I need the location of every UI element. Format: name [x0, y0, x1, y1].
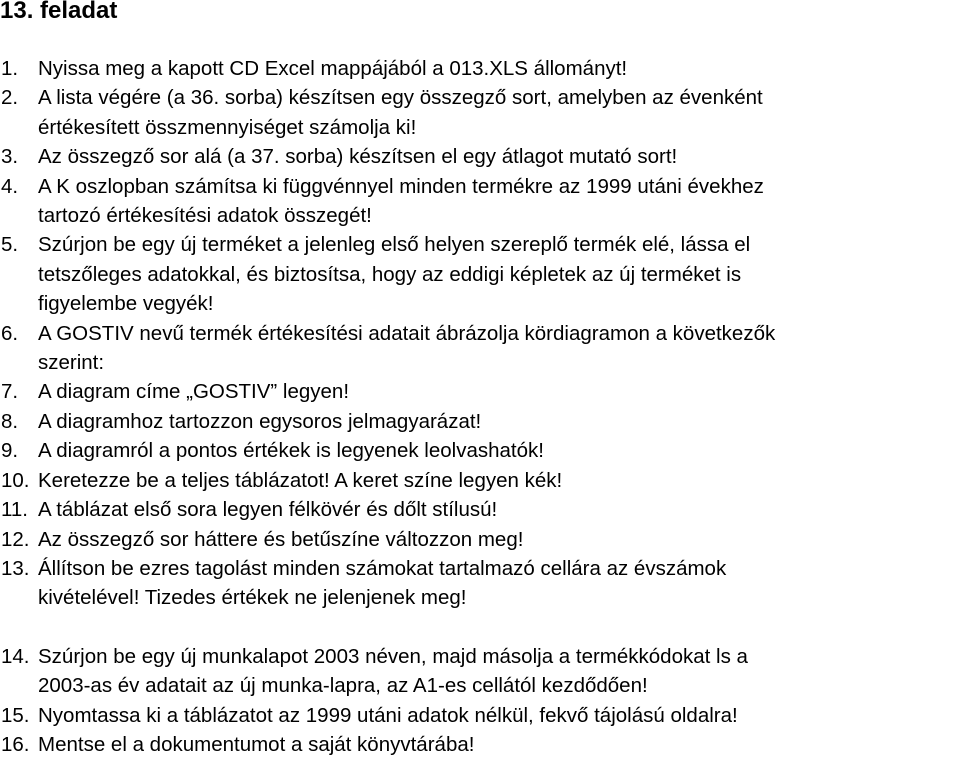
task-text-line: Állítson be ezres tagolást minden számokat tartalmazó cellára az évszámok [38, 556, 727, 580]
task-item [0, 377, 960, 406]
task-text-line: Az összegző sor háttere és betűszíne változzon meg! [38, 527, 524, 551]
task-text [38, 466, 960, 495]
task-number: 12. [1, 527, 30, 551]
task-text [38, 54, 960, 83]
task-text-line: kivételével! Tizedes értékek ne jelenjenek meg! [38, 586, 467, 610]
task-text-line: Nyomtassa ki a táblázatot az 1999 utáni adatok nélkül, fekvő tájolású oldalra! [38, 703, 738, 727]
task-item [0, 525, 960, 554]
task-text-line: A K oszlopban számítsa ki függvénnyel minden termékre az 1999 utáni évekhez [38, 174, 764, 198]
task-text [38, 319, 960, 378]
task-item [0, 172, 960, 231]
task-item [0, 466, 960, 495]
task-number: 10. [1, 468, 30, 492]
task-item [0, 554, 960, 613]
task-text-line: A GOSTIV nevű termék értékesítési adatait ábrázolja kördiagramon a következők [38, 321, 776, 345]
task-item [0, 230, 960, 318]
task-text [38, 730, 960, 759]
task-title: 13. feladat [0, 0, 118, 24]
task-text [38, 701, 960, 730]
task-text-line: A diagramról a pontos értékek is legyenek leolvashatók! [38, 439, 544, 463]
task-item [0, 407, 960, 436]
task-text-line: Mentse el a dokumentumot a saját könyvtárába! [38, 732, 475, 756]
task-number: 7. [1, 380, 19, 404]
task-text-line: A diagramhoz tartozzon egysoros jelmagyarázat! [38, 409, 482, 433]
task-text-line: Az összegző sor alá (a 37. sorba) készítsen el egy átlagot mutató sort! [38, 145, 678, 169]
task-number: 14. [1, 644, 30, 668]
task-text-line: értékesített összmennyiséget számolja ki! [38, 115, 417, 139]
task-text [38, 142, 960, 171]
task-text-line: Szúrjon be egy új munkalapot 2003 néven, majd másolja a termékkódokat ls a [38, 644, 748, 668]
task-text [38, 230, 960, 318]
task-item [0, 495, 960, 524]
task-item [0, 730, 960, 759]
task-number: 16. [1, 732, 30, 756]
task-text-line: Nyissa meg a kapott CD Excel mappájából a 013.XLS állományt! [38, 57, 628, 80]
task-number: 5. [1, 233, 19, 257]
task-text [38, 407, 960, 436]
task-number: 11. [1, 498, 28, 522]
task-number: 15. [1, 703, 30, 727]
task-text [38, 495, 960, 524]
task-text-line: A lista végére (a 36. sorba) készítsen egy összegző sort, amelyben az évenként [38, 86, 763, 110]
task-text-line: tartozó értékesítési adatok összegét! [38, 204, 372, 228]
task-text-line: szerint: [38, 351, 105, 375]
task-item [0, 436, 960, 465]
task-item [0, 642, 960, 701]
task-text [38, 83, 960, 142]
task-number: 1. [1, 57, 19, 80]
task-text [38, 642, 960, 701]
task-item [0, 319, 960, 378]
task-number: 8. [1, 409, 19, 433]
task-item [0, 142, 960, 171]
task-number: 9. [1, 439, 19, 463]
task-number: 13. [1, 556, 30, 580]
task-text-line: A diagram címe „GOSTIV” legyen! [38, 380, 350, 404]
task-number: 6. [1, 321, 19, 345]
task-text [38, 436, 960, 465]
task-text-line: A táblázat első sora legyen félkövér és dőlt stílusú! [38, 498, 498, 522]
task-text [38, 554, 960, 613]
task-text [38, 377, 960, 406]
task-text-line: Keretezze be a teljes táblázatot! A keret színe legyen kék! [38, 468, 563, 492]
task-number: 2. [1, 86, 19, 110]
task-text-line: 2003-as év adatait az új munka-lapra, az A1-es cellától kezdődően! [38, 674, 648, 698]
task-list [0, 54, 960, 759]
task-text-line: tetszőleges adatokkal, és biztosítsa, hogy az eddigi képletek az új terméket is [38, 262, 742, 286]
task-text-line: figyelembe vegyék! [38, 292, 214, 316]
task-item [0, 701, 960, 730]
task-text-line: Szúrjon be egy új terméket a jelenleg első helyen szereplő termék elé, lássa el [38, 233, 751, 257]
task-item [0, 83, 960, 142]
task-text [38, 172, 960, 231]
task-item [0, 54, 960, 83]
task-number: 3. [1, 145, 19, 169]
task-number: 4. [1, 174, 19, 198]
task-text [38, 525, 960, 554]
